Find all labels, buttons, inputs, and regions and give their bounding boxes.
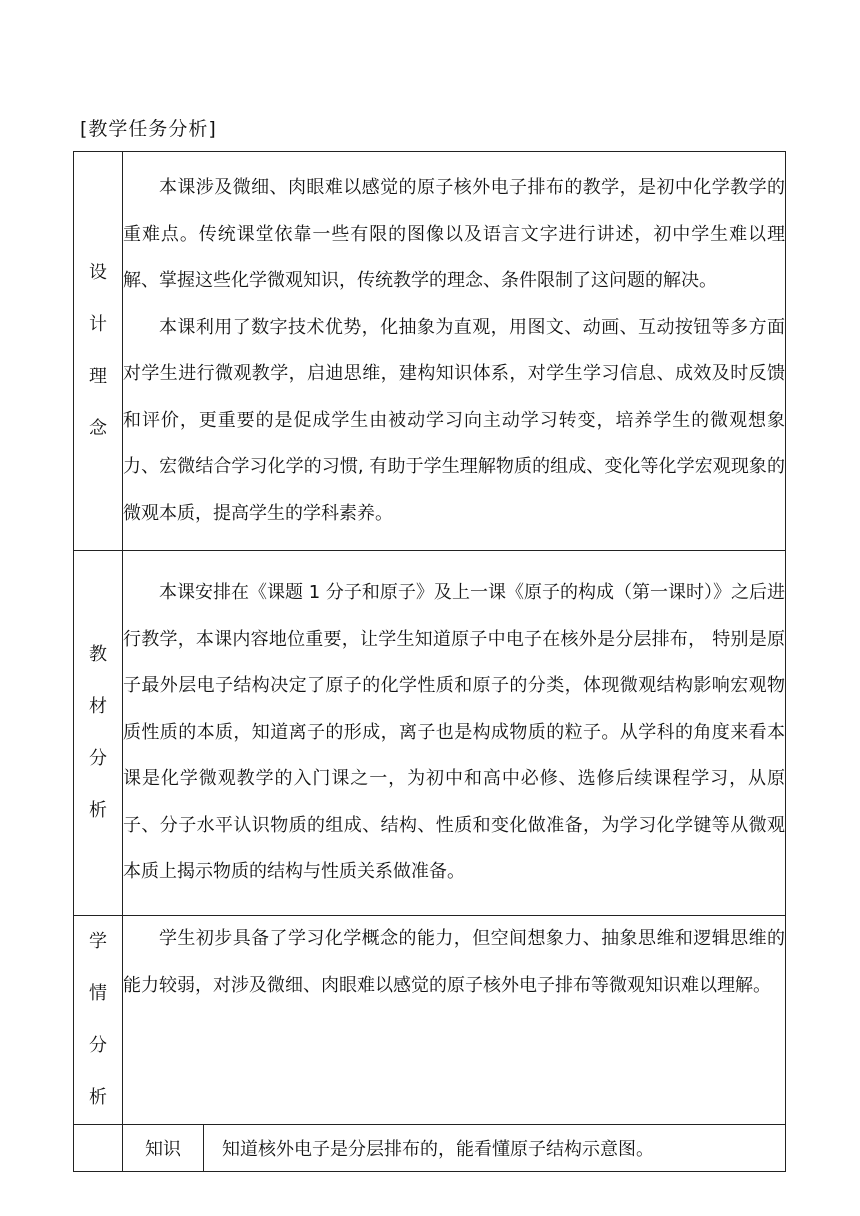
- paragraph: 学生初步具备了学习化学概念的能力，但空间想象力、抽象思维和逻辑思维的能力较弱，对涉及微细、肉眼难以感觉的原子核外电子排布等微观知识难以理解。: [123, 928, 785, 996]
- label-char: 学: [89, 931, 107, 952]
- table-row: [74, 1125, 786, 1172]
- label-char: 析: [89, 800, 107, 821]
- label-char: 析: [89, 1087, 107, 1108]
- row-label-material: [74, 551, 123, 916]
- label-char: 理: [89, 366, 107, 387]
- objectives-cell: [123, 1125, 786, 1172]
- row-label-empty: [74, 1125, 123, 1172]
- label-char: 计: [89, 314, 107, 335]
- paragraph: 本课安排在《课题 1 分子和原子》及上一课《原子的构成（第一课时）》之后进行教学，本课内容地位重要，让学生知道原子中电子在核外是分层排布， 特别是原子最外层电子结构决定了原子的化学性质和原子的分类，体现微观结构影响宏观物质性质的本质，知道离子的形成，离子也是构成物质的粒子。从学科的角度来看本课是化学微观教学的入门课之一，为初中和高中必修、选修后续课程学习，从原子、分子水平认识物质的组成、结构、性质和变化做准备，为学习化学键等从微观本质上揭示物质的结构与性质关系做准备。: [123, 582, 785, 883]
- label-char: 分: [89, 1035, 107, 1056]
- row-content-design: [123, 152, 786, 551]
- row-label-students: [74, 916, 123, 1125]
- paragraph: 本课涉及微细、肉眼难以感觉的原子核外电子排布的教学，是初中化学教学的重难点。传统课堂依靠一些有限的图像以及语言文字进行讲述，初中学生难以理解、掌握这些化学微观知识，传统教学的理念、条件限制了这问题的解决。: [123, 177, 785, 291]
- paragraph: 本课利用了数字技术优势，化抽象为直观，用图文、动画、互动按钮等多方面对学生进行微观教学，启迪思维，建构知识体系，对学生学习信息、成效及时反馈和评价，更重要的是促成学生由被动学习向主动学习转变，培养学生的微观想象力、宏微结合学习化学的习惯, 有助于学生理解物质的组成、变化等化学宏观现象的微观本质，提高学生的学科素养。: [123, 316, 785, 524]
- objective-row: [123, 1125, 785, 1171]
- label-char: 材: [89, 696, 107, 717]
- label-char: 设: [89, 262, 107, 283]
- table-row: [74, 916, 786, 1125]
- objective-text: 知道核外电子是分层排布的，能看懂原子结构示意图。: [222, 1139, 654, 1160]
- label-char: 情: [89, 983, 107, 1004]
- table-row: [74, 551, 786, 916]
- label-char: 念: [89, 418, 107, 439]
- section-heading: [教学任务分析]: [80, 118, 217, 140]
- label-char: 分: [89, 748, 107, 769]
- row-label-design: [74, 152, 123, 551]
- row-content-material: [123, 551, 786, 916]
- objective-label: 知识: [123, 1125, 204, 1171]
- label-char: 教: [89, 644, 107, 665]
- row-content-students: [123, 916, 786, 1125]
- table-row: [74, 152, 786, 551]
- teaching-analysis-table: [73, 151, 786, 1172]
